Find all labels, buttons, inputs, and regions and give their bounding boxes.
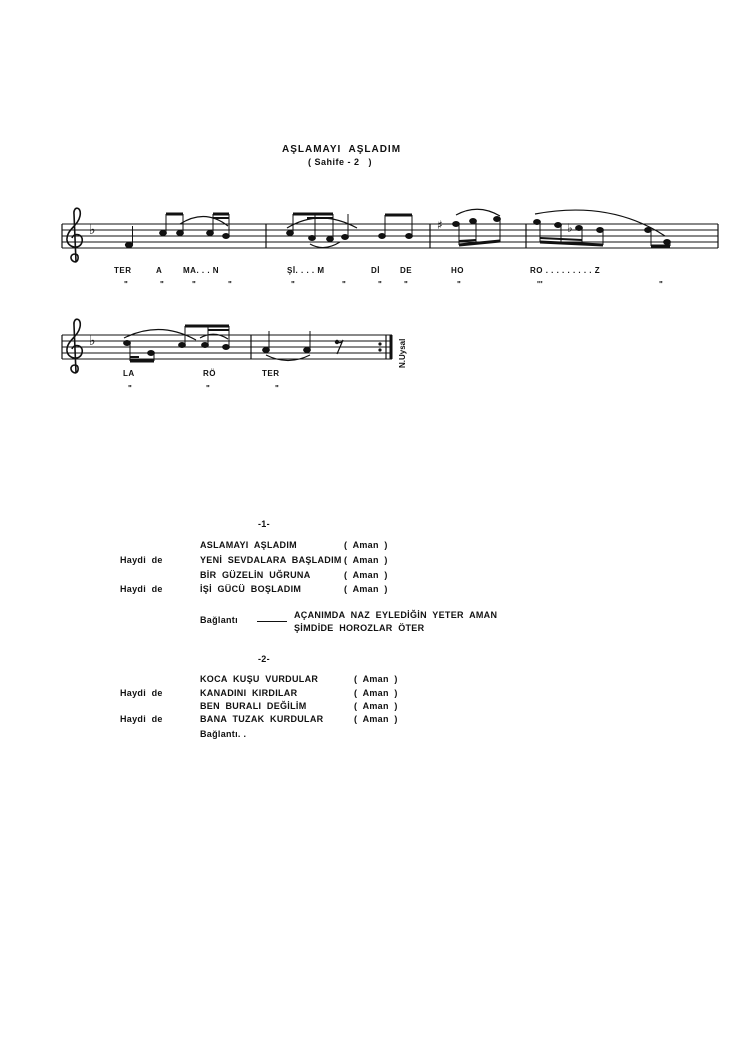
verse-aman: ( Aman )	[344, 570, 388, 580]
verse-line: YENİ SEVDALARA BAŞLADIM	[200, 555, 342, 565]
verse-line: İŞİ GÜCÜ BOŞLADIM	[200, 584, 302, 594]
rhythm-mark: "	[342, 280, 346, 289]
verse-line: BANA TUZAK KURDULAR	[200, 714, 324, 724]
lyric-syllable: Dİ	[371, 266, 380, 275]
lyric-syllable: A	[156, 266, 163, 275]
flat-accidental-icon: ♭	[567, 221, 573, 235]
rhythm-mark: "	[160, 280, 164, 289]
flat-icon: ♭	[89, 222, 96, 238]
staff-1	[62, 224, 718, 248]
baglanti-line: AÇANIMDA NAZ EYLEDİĞİN YETER AMAN	[294, 610, 498, 620]
composer-credit: N.Uysal	[398, 338, 407, 368]
verse-2-heading: -2-	[258, 654, 270, 664]
verse-aman: ( Aman )	[344, 555, 388, 565]
rhythm-mark: "	[404, 280, 408, 289]
staff-1-lines	[62, 224, 718, 248]
verse-1-heading: -1-	[258, 519, 270, 529]
lyric-syllable: RO . . . . . . . . . Z	[530, 266, 601, 275]
lyric-syllable: RÖ	[203, 369, 216, 378]
verse-line: BEN BURALI DEĞİLİM	[200, 701, 307, 711]
verse-aman: ( Aman )	[354, 701, 398, 711]
rhythm-mark: "	[275, 384, 279, 393]
baglanti-dash	[257, 621, 287, 622]
verse-prefix: Haydi de	[120, 555, 163, 565]
rhythm-mark: "	[124, 280, 128, 289]
verse-line: KOCA KUŞU VURDULAR	[200, 674, 319, 684]
staff-1-notes	[125, 214, 670, 248]
lyric-syllable: HO	[451, 266, 464, 275]
baglanti-label: Bağlantı. .	[200, 729, 247, 739]
verse-prefix: Haydi de	[120, 688, 163, 698]
verse-line: BİR GÜZELİN UĞRUNA	[200, 570, 311, 580]
rhythm-mark: "	[228, 280, 232, 289]
lyric-syllable: Şİ. . . . M	[287, 266, 325, 275]
verse-aman: ( Aman )	[344, 584, 388, 594]
staff-2-notes	[124, 326, 311, 361]
rhythm-mark: "	[128, 384, 132, 393]
treble-clef-icon	[67, 319, 82, 373]
sharp-icon: ♯	[437, 218, 443, 232]
verse-aman: ( Aman )	[354, 674, 398, 684]
baglanti-line: ŞİMDİDE HOROZLAR ÖTER	[294, 623, 425, 633]
rhythm-mark: "	[659, 280, 663, 289]
flat-icon: ♭	[89, 333, 96, 349]
verse-aman: ( Aman )	[354, 688, 398, 698]
lyric-syllable: DE	[400, 266, 413, 275]
rhythm-mark: '''	[537, 280, 543, 289]
page-subtitle: ( Sahife - 2 )	[308, 157, 373, 167]
verse-prefix: Haydi de	[120, 584, 163, 594]
song-title: AŞLAMAYI AŞLADIM	[282, 144, 402, 155]
rhythm-mark: "	[457, 280, 461, 289]
verse-line: KANADINI KIRDILAR	[200, 688, 298, 698]
treble-clef-icon	[67, 208, 82, 262]
verse-aman: ( Aman )	[344, 540, 388, 550]
verse-prefix: Haydi de	[120, 714, 163, 724]
verse-line: ASLAMAYI AŞLADIM	[200, 540, 297, 550]
lyric-syllable: LA	[123, 369, 135, 378]
rhythm-mark: "	[206, 384, 210, 393]
rhythm-mark: "	[192, 280, 196, 289]
lyric-syllable: TER	[262, 369, 280, 378]
baglanti-label: Bağlantı	[200, 615, 238, 625]
verse-aman: ( Aman )	[354, 714, 398, 724]
rhythm-mark: "	[378, 280, 382, 289]
rhythm-mark: "	[291, 280, 295, 289]
lyric-syllable: MA. . . N	[183, 266, 220, 275]
lyric-syllable: TER	[114, 266, 132, 275]
